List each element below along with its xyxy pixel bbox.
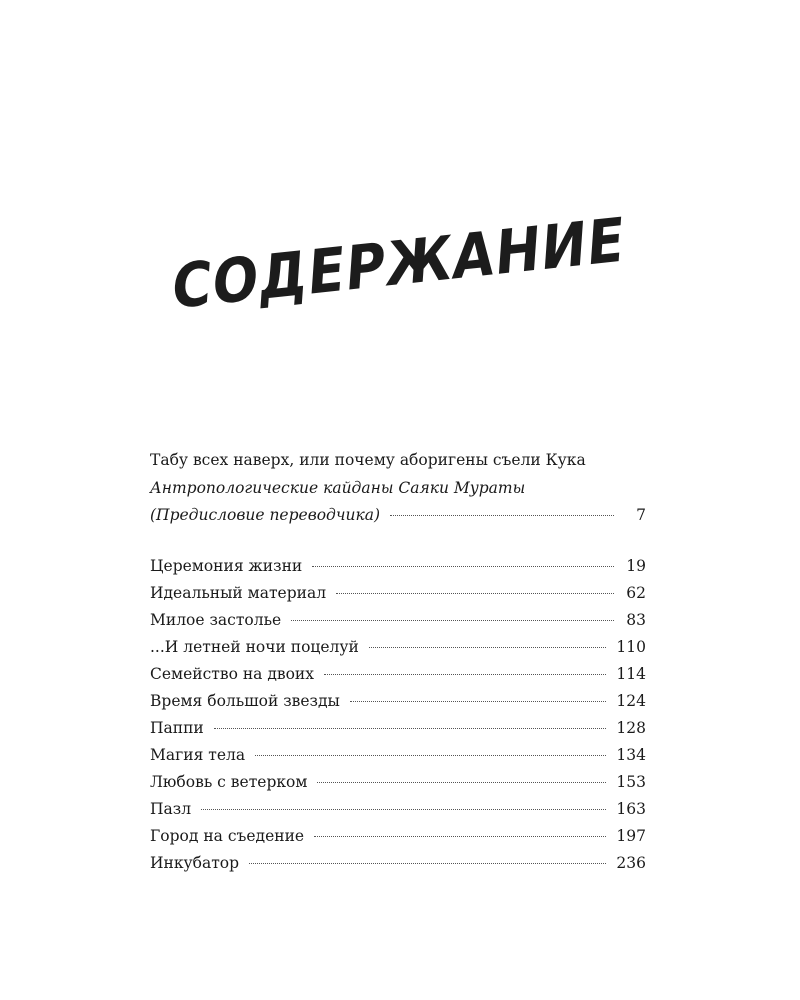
dot-leader <box>214 728 607 729</box>
page-number: 114 <box>616 665 646 683</box>
page-number: 124 <box>616 692 646 710</box>
dot-leader <box>201 809 606 810</box>
toc-entry-title: ...И летней ночи поцелуй <box>150 638 359 656</box>
preface-entry[interactable] <box>150 446 646 529</box>
toc-entry-title: Церемония жизни <box>150 557 303 575</box>
title-container <box>0 203 800 323</box>
toc-entry-title: Идеальный материал <box>150 584 327 602</box>
toc-entry-title: Город на съедение <box>150 827 305 845</box>
page-title: СОДЕРЖАНИЕ <box>170 203 628 323</box>
toc-entry-title: Время большой звезды <box>150 692 340 710</box>
page-number: 62 <box>626 584 646 602</box>
toc-entry-title: Инкубатор <box>150 854 240 872</box>
toc-entry[interactable] <box>150 661 646 688</box>
page-number: 163 <box>616 800 646 818</box>
dot-leader <box>314 836 606 837</box>
toc-entry-title: Милое застолье <box>150 611 282 629</box>
page-number: 110 <box>616 638 646 656</box>
page-number: 19 <box>626 557 646 575</box>
toc-entry[interactable] <box>150 769 646 796</box>
dot-leader <box>255 755 606 756</box>
toc-entry-title: Паппи <box>150 719 204 737</box>
toc-entry[interactable] <box>150 715 646 742</box>
page-number: 7 <box>636 506 646 524</box>
toc-entry[interactable] <box>150 607 646 634</box>
page-number: 153 <box>616 773 646 791</box>
dot-leader <box>336 593 614 594</box>
page-number: 134 <box>616 746 646 764</box>
toc-list <box>150 553 646 877</box>
toc-entry[interactable] <box>150 634 646 661</box>
toc-entry[interactable] <box>150 553 646 580</box>
toc-entry-title: Семейство на двоих <box>150 665 315 683</box>
dot-leader <box>369 647 607 648</box>
toc-entry[interactable] <box>150 796 646 823</box>
dot-leader <box>291 620 614 621</box>
preface-title: Табу всех наверх, или почему аборигены съели Кука <box>150 451 586 469</box>
toc-entry[interactable] <box>150 850 646 877</box>
page-number: 128 <box>616 719 646 737</box>
page-number: 197 <box>616 827 646 845</box>
toc-entry-title: Любовь с ветерком <box>150 773 308 791</box>
toc-entry[interactable] <box>150 823 646 850</box>
toc-entry[interactable] <box>150 742 646 769</box>
dot-leader <box>249 863 606 864</box>
dot-leader <box>390 515 614 516</box>
preface-row <box>150 502 646 529</box>
preface-subtitle: Антропологические кайданы Саяки Мураты <box>150 479 526 497</box>
dot-leader <box>324 674 606 675</box>
dot-leader <box>350 701 607 702</box>
toc-entry-title: Магия тела <box>150 746 246 764</box>
page-number: 83 <box>626 611 646 629</box>
toc-entry[interactable] <box>150 688 646 715</box>
dot-leader <box>317 782 606 783</box>
toc-entry[interactable] <box>150 580 646 607</box>
page-number: 236 <box>616 854 646 872</box>
dot-leader <box>312 566 614 567</box>
toc-entry-title: Пазл <box>150 800 192 818</box>
preface-note: (Предисловие переводчика) <box>150 506 381 524</box>
